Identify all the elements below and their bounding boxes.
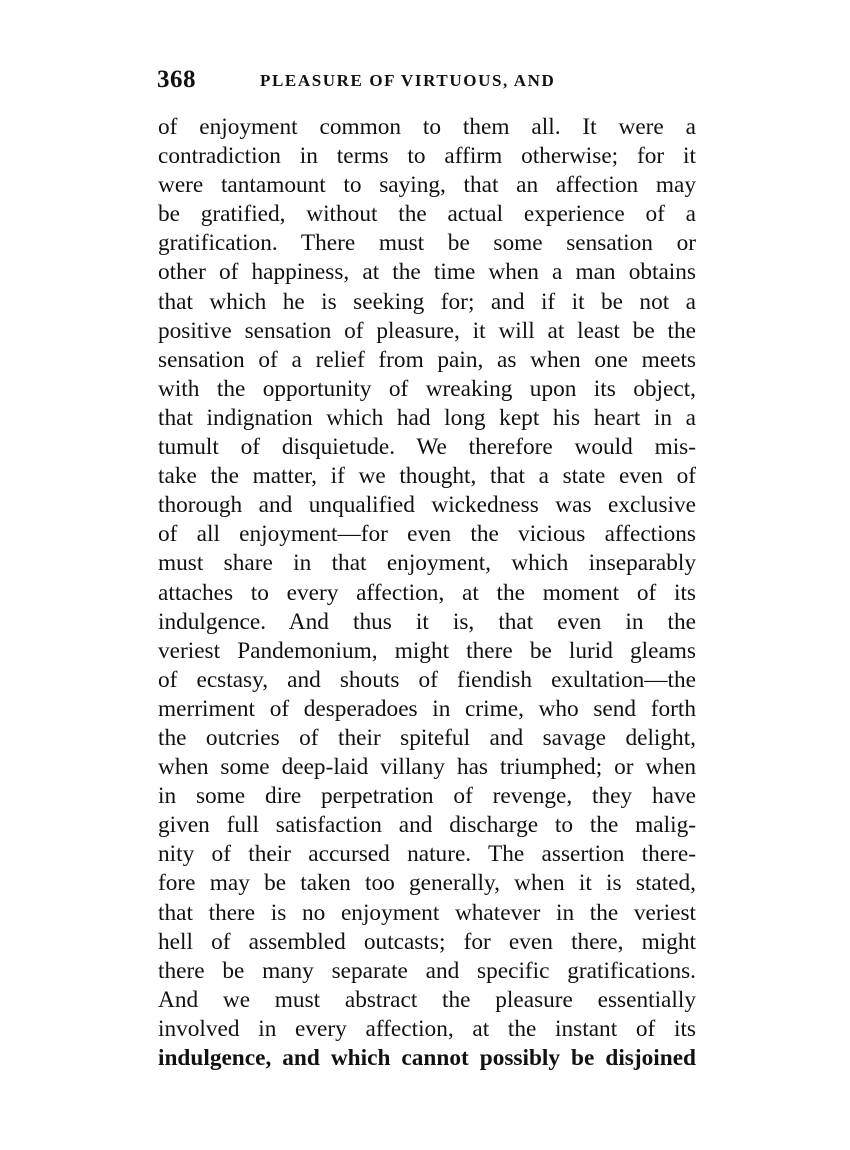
body-text <box>158 113 696 1073</box>
text-line: must share in that enjoyment, which inseparably <box>158 550 696 577</box>
text-line: sensation of a relief from pain, as when one meets <box>158 346 696 373</box>
text-line: with the opportunity of wreaking upon its object, <box>158 375 696 402</box>
text-line: of ecstasy, and shouts of fiendish exultation—the <box>158 666 696 693</box>
text-line: indulgence, and which cannot possibly be disjoined <box>158 1045 696 1071</box>
text-line: gratification. There must be some sensation or <box>158 230 696 257</box>
text-line: involved in every affection, at the instant of its <box>158 1015 696 1042</box>
running-title: PLEASURE OF VIRTUOUS, AND <box>260 71 556 90</box>
text-line: fore may be taken too generally, when it is stated, <box>158 870 696 897</box>
text-line: And we must abstract the pleasure essentially <box>158 986 696 1013</box>
text-line: attaches to every affection, at the moment of its <box>158 579 696 606</box>
text-line: that there is no enjoyment whatever in the veriest <box>158 899 696 926</box>
text-line: indulgence. And thus it is, that even in the <box>158 608 696 635</box>
text-line: hell of assembled outcasts; for even there, might <box>158 928 696 955</box>
text-line: other of happiness, at the time when a man obtains <box>158 259 696 286</box>
text-line: merriment of desperadoes in crime, who send forth <box>158 695 696 722</box>
text-line: thorough and unqualified wickedness was exclusive <box>158 492 696 519</box>
text-line: nity of their accursed nature. The assertion there- <box>158 841 696 868</box>
text-line: there be many separate and specific gratifications. <box>158 957 696 984</box>
text-line: when some deep-laid villany has triumphed; or when <box>158 754 696 781</box>
text-line: in some dire perpetration of revenge, they have <box>158 783 696 810</box>
page-number: 368 <box>157 66 196 93</box>
text-line: tumult of disquietude. We therefore would mis- <box>158 434 696 461</box>
text-line: take the matter, if we thought, that a state even of <box>158 463 696 490</box>
text-line: were tantamount to saying, that an affection may <box>158 172 696 199</box>
text-line: given full satisfaction and discharge to the malig- <box>158 812 696 839</box>
text-line: of all enjoyment—for even the vicious affections <box>158 521 696 548</box>
text-line: of enjoyment common to them all. It were a <box>158 114 696 140</box>
text-line: the outcries of their spiteful and savage delight, <box>158 724 696 751</box>
text-line: contradiction in terms to affirm otherwise; for it <box>158 143 696 170</box>
text-line: be gratified, without the actual experience of a <box>158 201 696 228</box>
running-head <box>157 66 697 96</box>
text-line: positive sensation of pleasure, it will at least be the <box>158 317 696 344</box>
text-line: veriest Pandemonium, might there be lurid gleams <box>158 637 696 664</box>
text-line: that which he is seeking for; and if it be not a <box>158 288 696 315</box>
text-line: that indignation which had long kept his heart in a <box>158 404 696 431</box>
